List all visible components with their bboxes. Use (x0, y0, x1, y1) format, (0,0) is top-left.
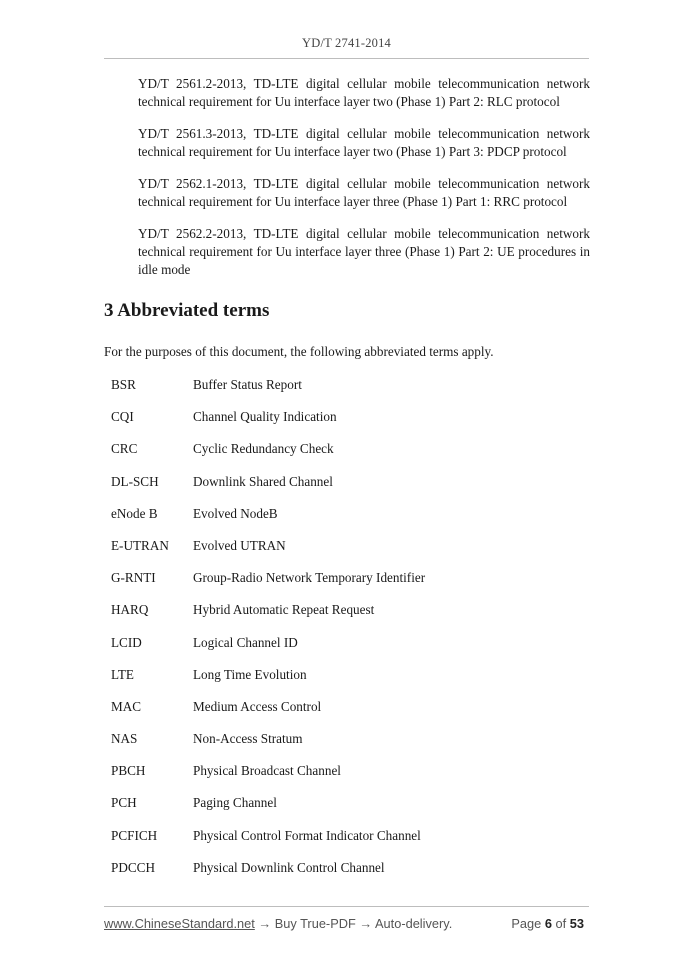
abbreviation-definition: Physical Broadcast Channel (193, 763, 341, 779)
header-divider (104, 58, 589, 59)
section-intro: For the purposes of this document, the following abbreviated terms apply. (104, 344, 494, 359)
abbreviation-row (111, 506, 425, 538)
abbreviation-definition: Group-Radio Network Temporary Identifier (193, 570, 426, 586)
abbreviation-definition: Physical Control Format Indicator Channel (193, 827, 421, 843)
footer-promo-text: → Buy True-PDF → Auto-delivery. (254, 916, 453, 931)
reference-list (138, 75, 590, 293)
page-of-word: of (555, 916, 567, 931)
abbreviation-row (111, 699, 425, 731)
website-link[interactable]: www.ChineseStandard.net (104, 916, 255, 931)
abbreviation-row (111, 409, 425, 441)
reference-item: YD/T 2561.3-2013, TD-LTE digital cellular mobile telecommunication network technical requirement for Uu interface layer two (Phase 1) Part 3: PDCP protocol (138, 126, 590, 159)
abbreviation-row (111, 828, 425, 860)
page-footer (104, 916, 584, 931)
abbreviation: G-RNTI (111, 570, 156, 586)
abbreviation: MAC (111, 698, 142, 714)
abbreviation-row (111, 441, 425, 473)
abbreviation-definition: Downlink Shared Channel (193, 473, 333, 489)
abbreviation-row (111, 795, 425, 827)
document-code-header: YD/T 2741-2014 (301, 36, 392, 50)
total-page-number: 53 (569, 916, 584, 931)
abbreviation: DL-SCH (111, 473, 159, 489)
abbreviation: E-UTRAN (111, 537, 169, 553)
abbreviation-row (111, 635, 425, 667)
abbreviation-definition: Evolved NodeB (193, 505, 278, 521)
abbreviation: eNode B (111, 505, 158, 521)
abbreviation: HARQ (111, 602, 149, 618)
abbreviation: NAS (111, 731, 138, 747)
page-word: Page (511, 916, 542, 931)
reference-item: YD/T 2561.2-2013, TD-LTE digital cellular mobile telecommunication network technical requirement for Uu interface layer two (Phase 1) Part 2: RLC protocol (138, 76, 590, 109)
abbreviation-definition: Buffer Status Report (193, 377, 302, 392)
reference-item: YD/T 2562.1-2013, TD-LTE digital cellular mobile telecommunication network technical requirement for Uu interface layer three (Phase 1) Part 1: RRC protocol (138, 176, 590, 209)
abbreviation-row (111, 377, 425, 409)
abbreviation-row (111, 763, 425, 795)
abbreviation-definition: Logical Channel ID (193, 634, 298, 650)
abbreviation: PBCH (111, 763, 146, 779)
abbreviation-row (111, 731, 425, 763)
abbreviation-definition: Physical Downlink Control Channel (193, 859, 385, 875)
abbreviation-definition: Cyclic Redundancy Check (193, 441, 334, 457)
abbreviation: LCID (111, 634, 142, 650)
abbreviation-definition: Long Time Evolution (193, 666, 307, 682)
abbreviation-list (111, 377, 425, 892)
abbreviation-definition: Evolved UTRAN (193, 537, 286, 553)
abbreviation: PCFICH (111, 827, 158, 843)
footer-divider (104, 906, 589, 907)
page-indicator (511, 916, 584, 931)
abbreviation-row (111, 474, 425, 506)
abbreviation: PDCCH (111, 859, 155, 875)
reference-item: YD/T 2562.2-2013, TD-LTE digital cellular mobile telecommunication network technical requirement for Uu interface layer three (Phase 1) Part 2: UE procedures in idle mode (138, 226, 590, 277)
abbreviation: BSR (111, 377, 136, 392)
abbreviation: CQI (111, 409, 134, 425)
current-page-number: 6 (544, 916, 552, 931)
abbreviation-row (111, 667, 425, 699)
footer-promo (104, 916, 452, 931)
abbreviation-definition: Hybrid Automatic Repeat Request (193, 602, 375, 618)
abbreviation-definition: Channel Quality Indication (193, 409, 337, 425)
abbreviation-row (111, 860, 425, 892)
abbreviation: CRC (111, 441, 138, 457)
abbreviation-row (111, 570, 425, 602)
abbreviation: PCH (111, 795, 137, 811)
abbreviation-row (111, 602, 425, 634)
abbreviation-definition: Medium Access Control (193, 698, 322, 714)
abbreviation-definition: Paging Channel (193, 795, 277, 811)
abbreviation-row (111, 538, 425, 570)
abbreviation-definition: Non-Access Stratum (193, 731, 303, 747)
section-title: 3 Abbreviated terms (104, 300, 270, 321)
abbreviation: LTE (111, 666, 134, 682)
